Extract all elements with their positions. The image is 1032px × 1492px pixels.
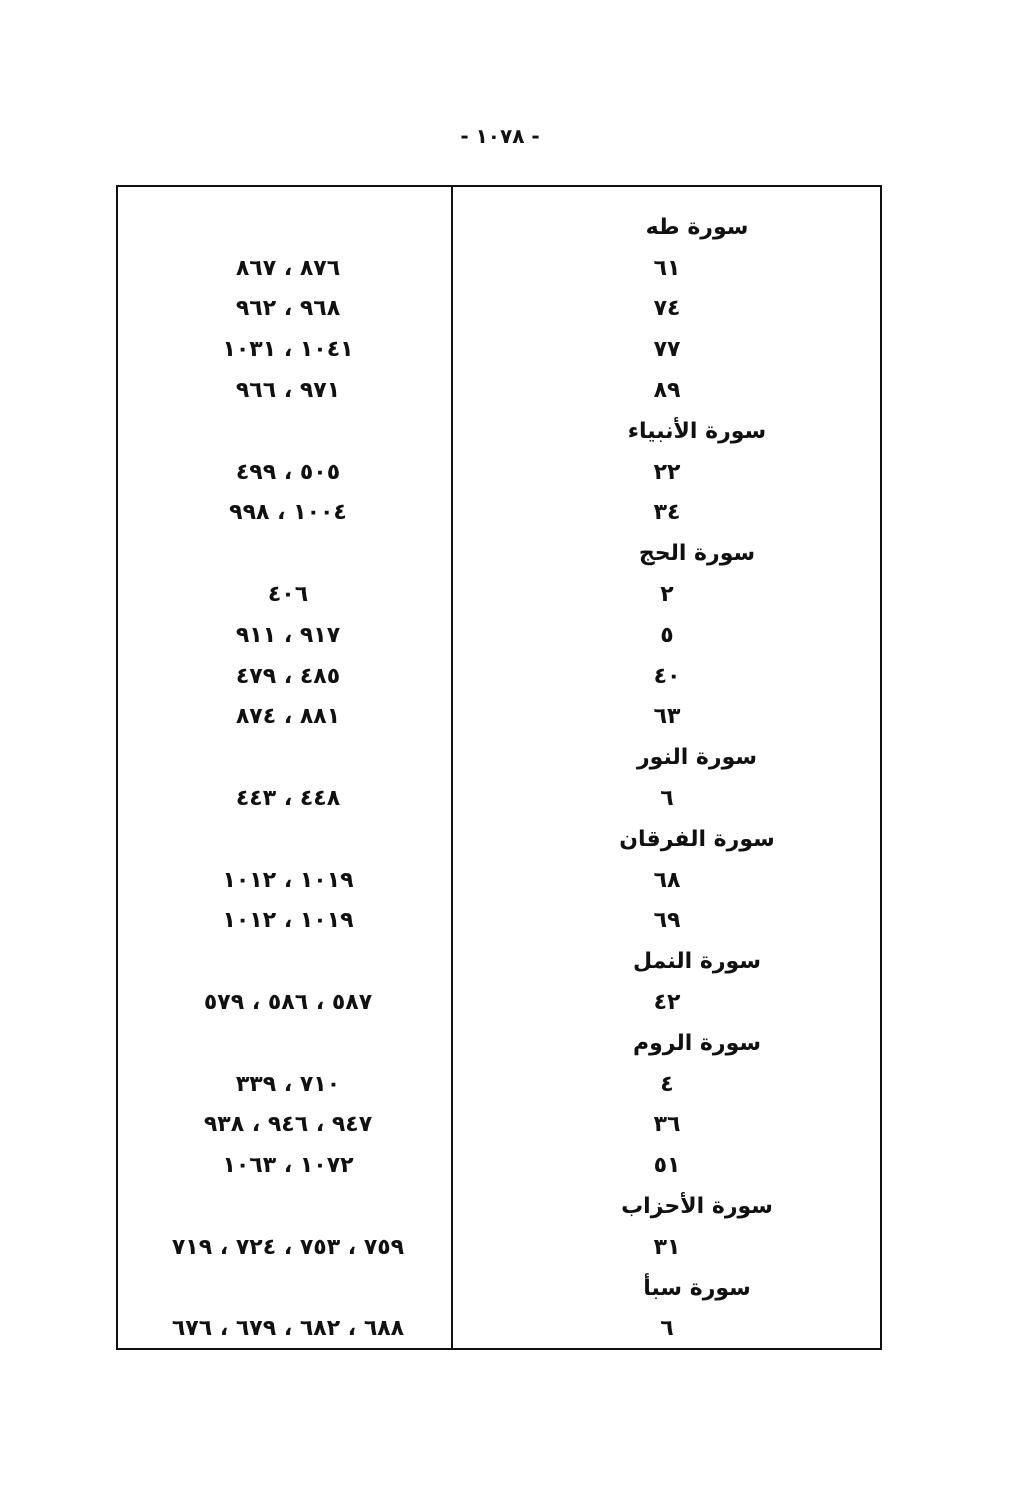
verse-number: ٦ [660,1316,674,1342]
page-references: ٩٧١ ، ٩٦٦ [235,378,341,404]
verse-number: ٧٧ [653,337,681,363]
page-references [128,819,448,860]
verse-number: ٦ [660,786,674,812]
surah-name: سورة سبأ [643,1275,751,1301]
surah-heading-row [118,1268,880,1309]
surah-name: سورة النمل [633,949,761,975]
verse-row [118,1145,880,1186]
verse-index-table [116,185,882,1350]
verse-number: ٥١ [653,1153,681,1179]
surah-name: سورة الأنبياء [627,418,767,444]
verse-row [118,493,880,534]
page-references: ١٠٤١ ، ١٠٣١ [222,337,354,363]
verse-number: ٦٩ [653,908,681,934]
page-references: ٥٨٧ ، ٥٨٦ ، ٥٧٩ [203,990,373,1016]
verse-number: ٤٠ [653,663,681,689]
verse-number: ٦١ [653,255,681,281]
surah-heading-row [118,819,880,860]
verse-row [118,329,880,370]
surah-heading-row [118,207,880,248]
verse-number: ٦٨ [653,867,681,893]
verse-number: ٢ [660,582,674,608]
verse-number: ٣١ [653,1234,681,1260]
verse-number: ٤٢ [653,990,681,1016]
page-references [128,411,448,452]
verse-number: ٣٦ [653,1112,681,1138]
page-number: - ١٠٧٨ - [460,124,540,148]
page-references: ٦٨٨ ، ٦٨٢ ، ٦٧٩ ، ٦٧٦ [171,1316,405,1342]
verse-number: ٢٢ [653,459,681,485]
verse-number: ٤ [660,1071,674,1097]
verse-row [118,1227,880,1268]
page-references: ٩٦٨ ، ٩٦٢ [235,296,341,322]
verse-row [118,778,880,819]
page-references: ٧١٠ ، ٣٣٩ [235,1071,341,1097]
page-references: ١٠٧٢ ، ١٠٦٣ [222,1153,354,1179]
page-references: ٨٧٦ ، ٨٦٧ [235,255,341,281]
verse-number: ٦٣ [653,704,681,730]
page-references: ٨٨١ ، ٨٧٤ [235,704,341,730]
verse-row [118,697,880,738]
page-references [128,1023,448,1064]
verse-row [118,289,880,330]
surah-heading-row [118,533,880,574]
table-rows [118,207,880,1349]
page-references: ١٠٠٤ ، ٩٩٨ [229,500,347,526]
surah-heading-row [118,1186,880,1227]
page-references: ٤٠٦ [267,582,309,608]
page-references: ٤٤٨ ، ٤٤٣ [235,786,341,812]
surah-name: سورة النور [637,745,757,771]
page-references [128,1186,448,1227]
verse-number: ٨٩ [653,378,681,404]
verse-row [118,615,880,656]
verse-row [118,1309,880,1350]
surah-heading-row [118,941,880,982]
page-references: ٩٤٧ ، ٩٤٦ ، ٩٣٨ [203,1112,373,1138]
surah-name: سورة الروم [632,1030,762,1056]
page-references [128,207,448,248]
surah-name: سورة طه [645,214,749,240]
page-references [128,941,448,982]
page-references: ١٠١٩ ، ١٠١٢ [222,867,354,893]
verse-row [118,370,880,411]
page-references [128,1268,448,1309]
verse-row [118,1105,880,1146]
verse-row [118,656,880,697]
page-references: ٧٥٩ ، ٧٥٣ ، ٧٢٤ ، ٧١٩ [171,1234,405,1260]
verse-number: ٥ [660,622,674,648]
page-references: ٥٠٥ ، ٤٩٩ [235,459,341,485]
verse-number: ٧٤ [653,296,681,322]
verse-number: ٣٤ [653,500,681,526]
surah-heading-row [118,411,880,452]
verse-row [118,982,880,1023]
page-references: ٤٨٥ ، ٤٧٩ [235,663,341,689]
page-references: ٩١٧ ، ٩١١ [235,622,341,648]
verse-row [118,452,880,493]
page-references: ١٠١٩ ، ١٠١٢ [222,908,354,934]
surah-name: سورة الحج [638,541,756,567]
surah-heading-row [118,1023,880,1064]
surah-heading-row [118,737,880,778]
verse-row [118,860,880,901]
verse-row [118,901,880,942]
verse-row [118,574,880,615]
verse-row [118,1064,880,1105]
page-references [128,533,448,574]
surah-name: سورة الفرقان [619,826,775,852]
verse-row [118,248,880,289]
page-references [128,737,448,778]
surah-name: سورة الأحزاب [621,1194,773,1220]
